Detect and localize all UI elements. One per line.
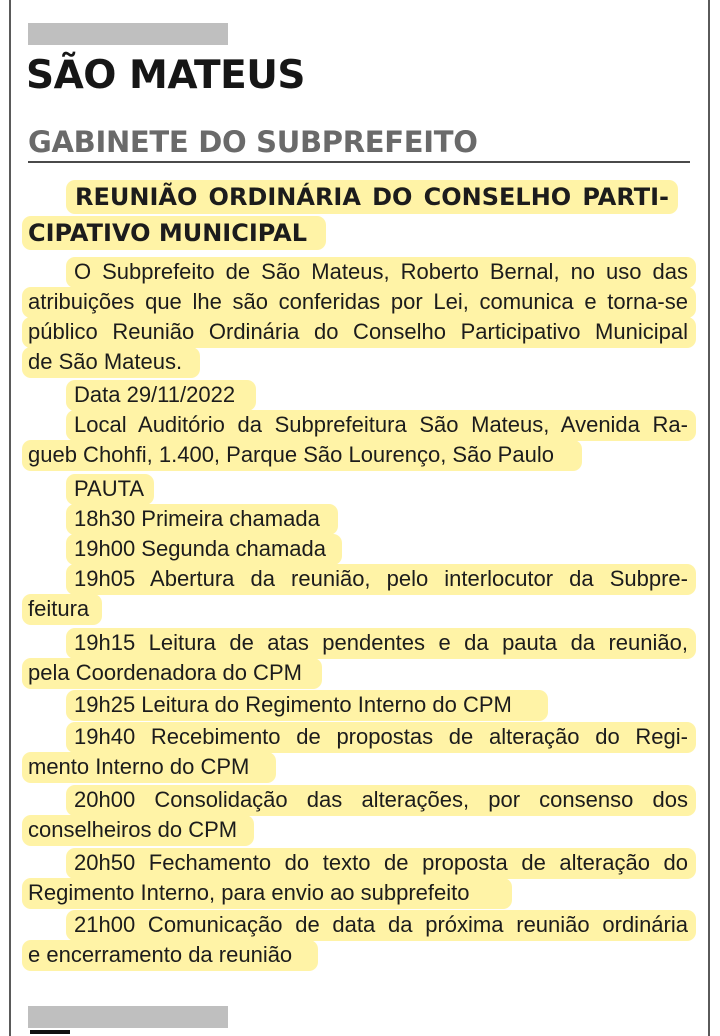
agenda-item-continued: pela Coordenadora do CPM xyxy=(28,660,302,685)
meeting-location-continued: gueb Chohfi, 1.400, Parque São Lourenço, São Paulo xyxy=(28,442,554,467)
body-line: público Reunião Ordinária do Conselho Participativo Municipal xyxy=(28,319,688,344)
agenda-item-continued: mento Interno do CPM xyxy=(28,754,250,779)
body-line: de São Mateus. xyxy=(28,349,183,374)
section-divider xyxy=(28,161,690,163)
agenda-item: 21h00 Comunicação de data da próxima reunião ordinária xyxy=(74,912,688,937)
notice-title-continued: CIPATIVO MUNICIPAL xyxy=(28,219,308,247)
agenda-item: 19h05 Abertura da reunião, pelo interlocutor da Subpre- xyxy=(74,566,688,591)
redaction-bar-top xyxy=(28,23,228,45)
meeting-date: Data 29/11/2022 xyxy=(74,382,236,407)
page-border-right xyxy=(708,0,710,1036)
agenda-item: 20h50 Fechamento do texto de proposta de alteração do xyxy=(74,850,688,875)
next-section-cutoff xyxy=(30,1030,70,1036)
section-title: SÃO MATEUS xyxy=(26,53,305,98)
agenda-item-continued: Regimento Interno, para envio ao subprefeito xyxy=(28,880,470,905)
agenda-item: 20h00 Consolidação das alterações, por consenso dos xyxy=(74,787,688,812)
meeting-location: Local Auditório da Subprefeitura São Mateus, Avenida Ra- xyxy=(74,412,688,437)
agenda-item: 19h15 Leitura de atas pendentes e da pauta da reunião, xyxy=(74,630,688,655)
redaction-bar-bottom xyxy=(28,1006,228,1028)
agenda-item: 19h00 Segunda chamada xyxy=(74,536,326,561)
agenda-heading: PAUTA xyxy=(74,476,145,501)
agenda-item: 19h25 Leitura do Regimento Interno do CPM xyxy=(74,692,512,717)
page-border-left xyxy=(9,0,11,1036)
agenda-item-continued: feitura xyxy=(28,596,90,621)
body-line: O Subprefeito de São Mateus, Roberto Bernal, no uso das xyxy=(74,259,688,284)
body-line: atribuições que lhe são conferidas por Lei, comunica e torna-se xyxy=(28,289,688,314)
agenda-item: 18h30 Primeira chamada xyxy=(74,506,320,531)
agenda-item: 19h40 Recebimento de propostas de alteração do Regi- xyxy=(74,724,688,749)
agenda-item-continued: conselheiros do CPM xyxy=(28,817,238,842)
notice-title: REUNIÃO ORDINÁRIA DO CONSELHO PARTI- xyxy=(75,183,669,211)
agenda-item-continued: e encerramento da reunião xyxy=(28,942,293,967)
subsection-title: GABINETE DO SUBPREFEITO xyxy=(28,125,478,159)
